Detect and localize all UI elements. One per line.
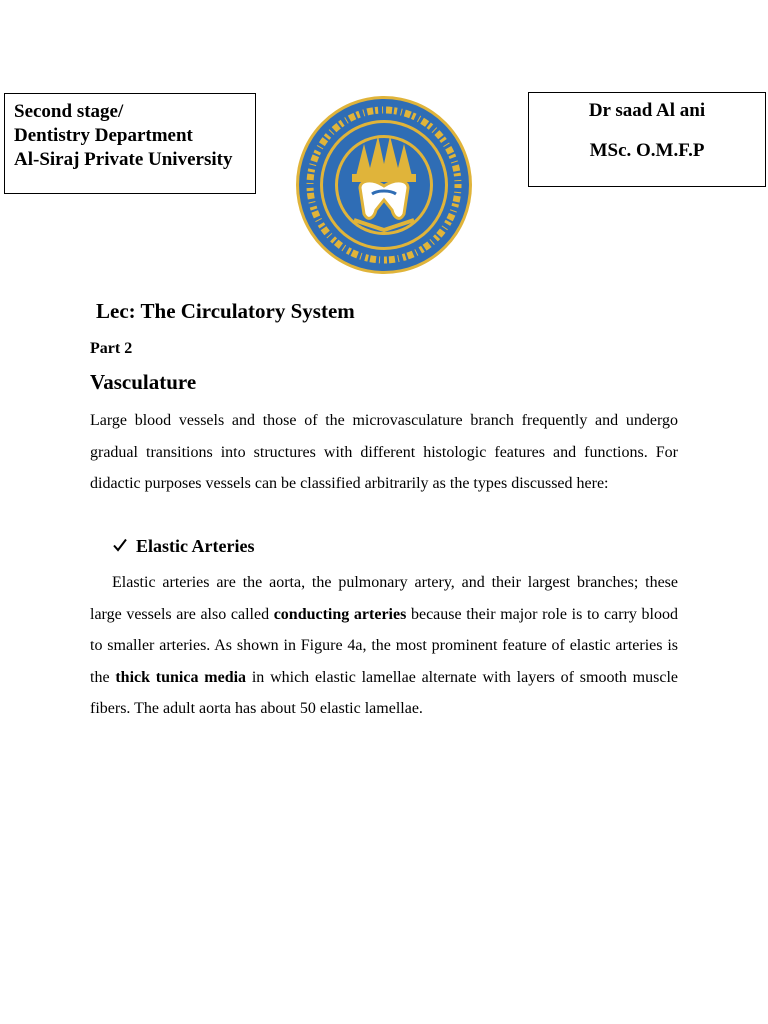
department-info-box [4,93,256,194]
intro-paragraph: Large blood vessels and those of the microvasculature branch frequently and undergo gradual transitions into structures with different histologic features and functions. For didactic purposes vessels can be classified arbitrarily as the types discussed here: [90,412,678,492]
elastic-arteries-paragraph [90,567,678,725]
lecturer-info-box [528,92,766,187]
emphasis-thick-tunica-media: thick tunica media [115,668,247,686]
text-segment: because their major role is to carry blood to smaller arteries. As shown in Figure 4a, the most prominent feature of elastic arteries is the [90,605,678,686]
bullet-item [113,536,254,557]
checkmark-icon [113,536,127,557]
bullet-label: Elastic Arteries [136,536,255,556]
lecturer-name: Dr saad Al ani [588,100,706,121]
department-label: Dentistry Department [14,125,193,146]
lecturer-degree: MSc. O.M.F.P [589,140,705,161]
lecture-title: Lec: The Circulatory System [96,299,355,323]
text-segment: in which elastic lamellae alternate with layers of smooth muscle fibers. The adult aorta has about 50 elastic lamellae. [90,668,679,717]
emphasis-conducting-arteries: conducting arteries [273,605,407,623]
text-segment: Elastic arteries are the aorta, the pulmonary artery, and their largest branches; these large vessels are also called [90,574,678,623]
university-label: Al-Siraj Private University [14,149,233,170]
university-seal-icon [294,94,474,276]
part-label: Part 2 [90,340,133,357]
section-heading: Vasculature [90,370,197,394]
stage-label: Second stage/ [14,101,124,122]
